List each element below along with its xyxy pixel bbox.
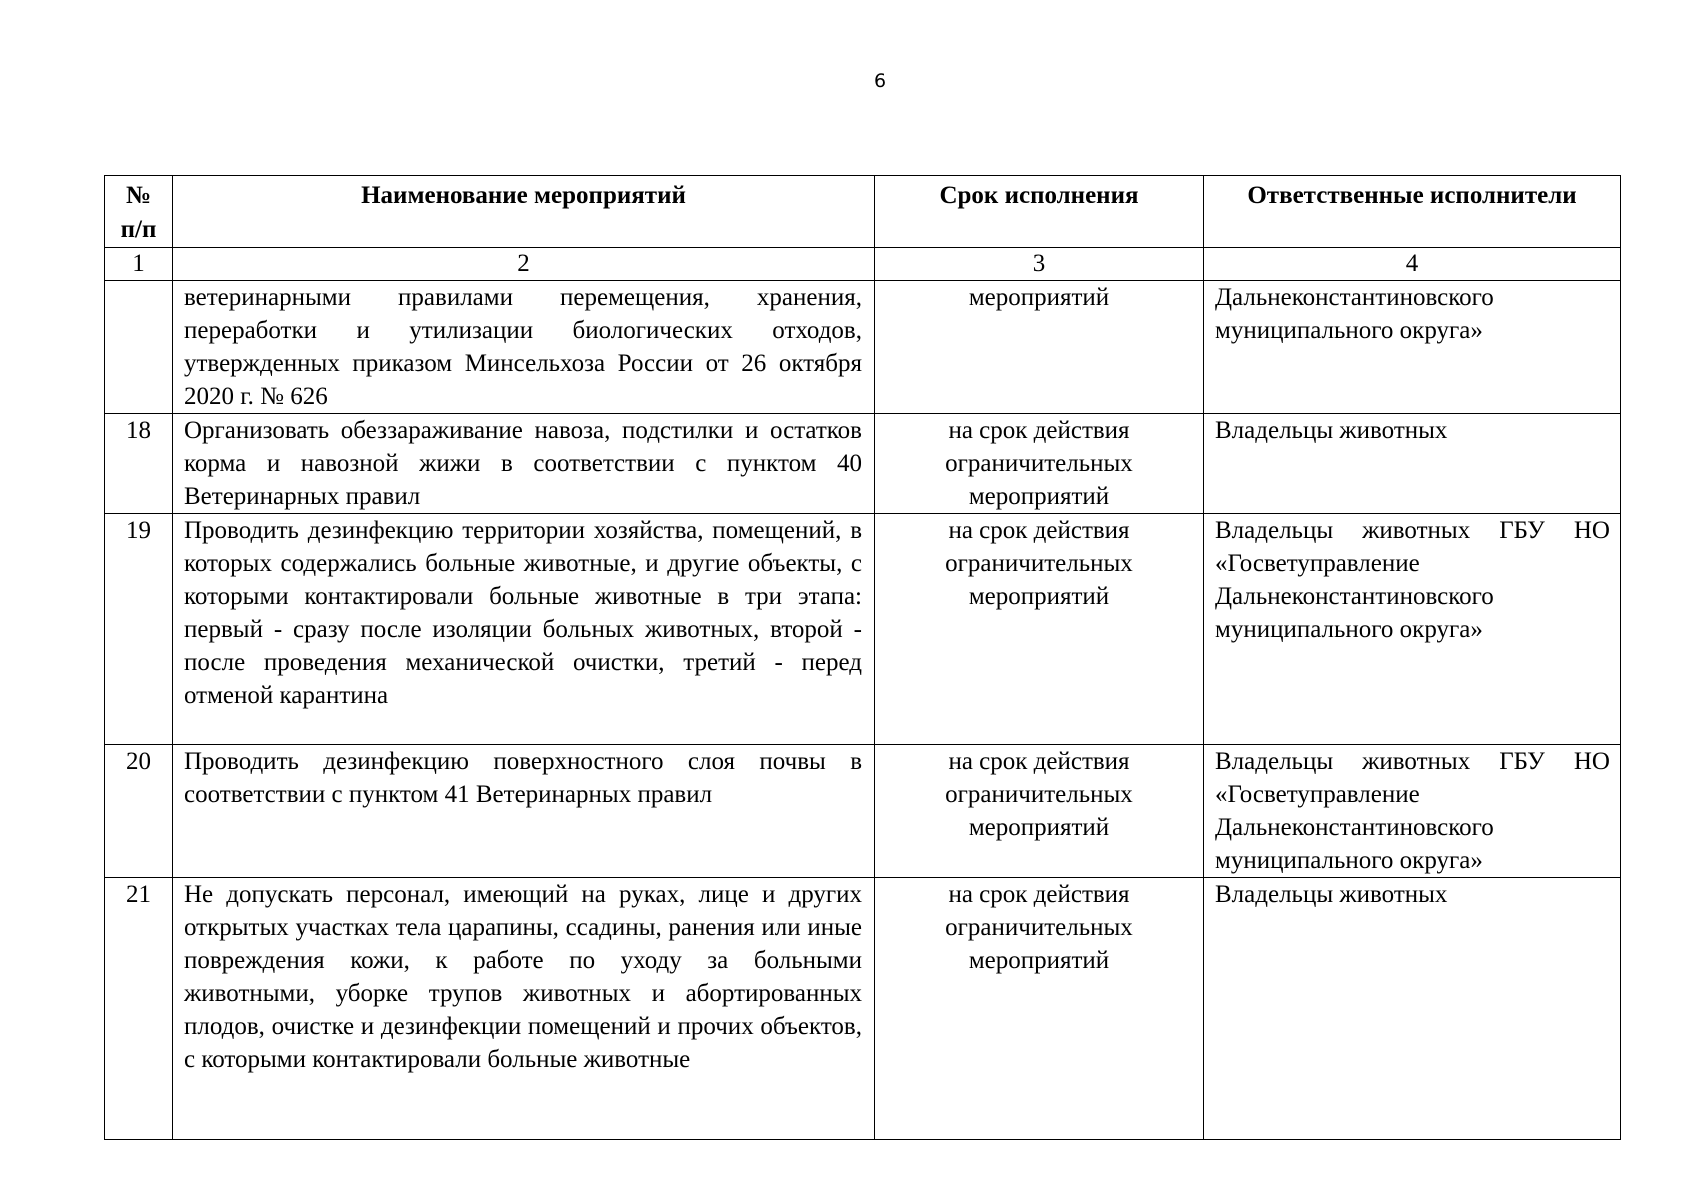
row-number: 21	[105, 878, 173, 1140]
responsible-cell: Владельцы животных	[1204, 414, 1621, 514]
measures-table	[104, 175, 1621, 1140]
column-index-1: 1	[105, 248, 173, 281]
deadline-cell: на срок действия ограничительных мероприятий	[875, 745, 1204, 878]
activity-cell: Организовать обеззараживание навоза, подстилки и остатков корма и навозной жижи в соответствии с пунктом 40 Ветеринарных правил	[173, 414, 875, 514]
column-index-3: 3	[875, 248, 1204, 281]
activity-cell: Не допускать персонал, имеющий на руках, лице и других открытых участках тела царапины, ссадины, ранения или иные повреждения кожи, к работе по уходу за больными животными, уборке трупов животных и абортированных плодов, очистке и дезинфекции помещений и прочих объектов, с которыми контактировали больные животные	[173, 878, 875, 1140]
page-number: 6	[873, 70, 887, 92]
row-number: 18	[105, 414, 173, 514]
table-row	[105, 878, 1621, 1140]
responsible-cell: Владельцы животных ГБУ НО «Госветуправление Дальнеконстантиновского муниципального округа»	[1204, 745, 1621, 878]
table-row	[105, 745, 1621, 878]
deadline-cell: мероприятий	[875, 281, 1204, 414]
header-deadline: Срок исполнения	[875, 176, 1204, 248]
activity-cell: Проводить дезинфекцию территории хозяйства, помещений, в которых содержались больные животные, и другие объекты, с которыми контактировали больные животные в три этапа: первый - сразу после изоляции больных животных, второй - после проведения механической очистки, третий - перед отменой карантина	[173, 514, 875, 745]
responsible-cell: Дальнеконстантиновского муниципального округа»	[1204, 281, 1621, 414]
activity-cell: ветеринарными правилами перемещения, хранения, переработки и утилизации биологических отходов, утвержденных приказом Минсельхоза России от 26 октября 2020 г. № 626	[173, 281, 875, 414]
row-number: 19	[105, 514, 173, 745]
header-responsible: Ответственные исполнители	[1204, 176, 1621, 248]
header-activity: Наименование мероприятий	[173, 176, 875, 248]
activity-cell: Проводить дезинфекцию поверхностного слоя почвы в соответствии с пунктом 41 Ветеринарных правил	[173, 745, 875, 878]
table-row	[105, 281, 1621, 414]
responsible-cell: Владельцы животных ГБУ НО «Госветуправление Дальнеконстантиновского муниципального округа»	[1204, 514, 1621, 745]
deadline-cell: на срок действия ограничительных мероприятий	[875, 878, 1204, 1140]
table-row	[105, 414, 1621, 514]
deadline-cell: на срок действия ограничительных мероприятий	[875, 514, 1204, 745]
column-index-row	[105, 248, 1621, 281]
responsible-cell: Владельцы животных	[1204, 878, 1621, 1140]
deadline-cell: на срок действия ограничительных мероприятий	[875, 414, 1204, 514]
header-num: № п/п	[105, 176, 173, 248]
row-number	[105, 281, 173, 414]
column-index-4: 4	[1204, 248, 1621, 281]
table-header-row	[105, 176, 1621, 248]
column-index-2: 2	[173, 248, 875, 281]
table-row	[105, 514, 1621, 745]
row-number: 20	[105, 745, 173, 878]
